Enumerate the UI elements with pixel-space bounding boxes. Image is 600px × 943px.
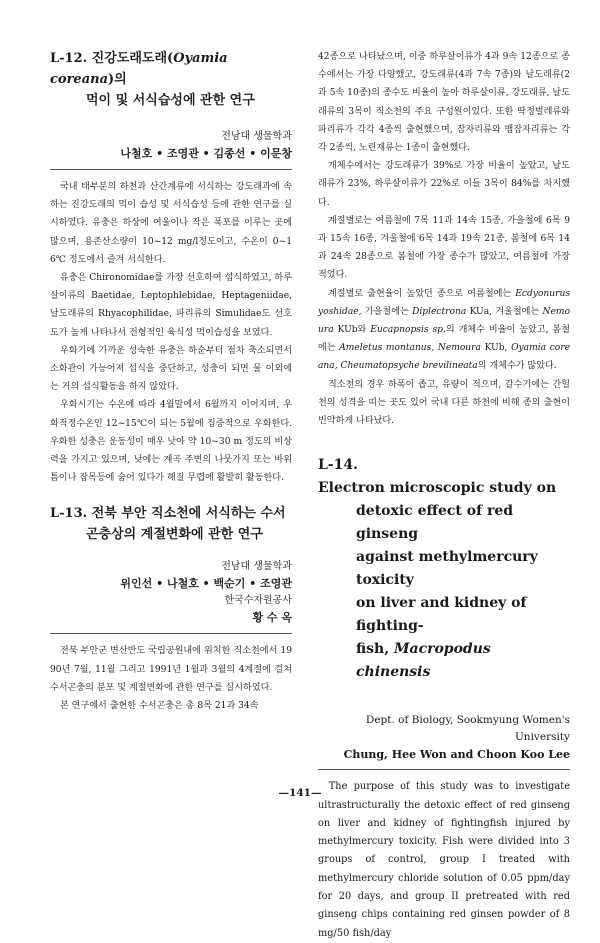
l14-affiliation: Dept. of Biology, Sookmyung Women's University	[365, 714, 570, 744]
l13-continued-paragraph-4	[318, 285, 570, 376]
l13-divider	[50, 633, 292, 634]
l12-title-sci: Oyamia coreana	[50, 51, 228, 87]
l13-number: L-13.	[50, 506, 88, 522]
l13-title-line1: 전북 부안 직소천에 서식하는 수서	[91, 506, 286, 522]
l14-paragraph-1: The purpose of this study was to investigate ultrastructurally the detoxic effect of red ginseng on liver and kidney of fightingfish injured by methylmercury toxicity. Fish were divided into 3 groups of control, group I treated with methylmercury chloride solution of 0.05 ppm/day for 20 days, and group II pretreated with red ginseng chips containing red ginsen powder of 8 mg/50 fish/day	[318, 781, 570, 939]
p4-text-a: 계절별로 출현율이 높았던 종으로 여름철에는	[328, 288, 516, 299]
p4-text-b: 가을철에는	[361, 306, 413, 317]
l13-continued-paragraph-5: 직소천의 경우 하폭이 좁고, 유량이 적으며, 갈수기에는 간헐천의 성격을 띠는 곳도 있어 국내 다른 하천에 비해 종의 출현이 빈약하게 나타났다.	[318, 379, 570, 427]
l14-number: L-14.	[318, 457, 359, 474]
p4-sci-5: Ameletus montanus, Nemoura	[339, 343, 481, 354]
l14-title-line5	[318, 638, 570, 684]
p4-sci-4: Eucapnopsis sp.	[370, 325, 446, 336]
l12-affiliation: 전남대 생물학과	[221, 131, 292, 142]
l12-title-part1: 진강도래도래(	[91, 51, 174, 66]
l12-number: L-12.	[50, 51, 88, 66]
l14-title-sci: Macropodus chinensis	[356, 641, 491, 681]
l14-title-line5-a: fish,	[356, 641, 394, 658]
p4-text-c: KUa, 겨울철에는	[466, 306, 543, 317]
l14-title-line3: against methylmercury toxicity	[356, 549, 538, 589]
l14-title-line4: on liver and kidney of fighting-	[356, 595, 527, 635]
p4-text-e: 의 개체수 비율이 높았고, 봄철에는	[318, 325, 570, 354]
l13-paragraph-1: 전북 부안군 변산반도 국립공원내에 위치한 직소천에서 1990년 7월, 11월 그리고 1991년 1월과 3월의 4계절에 걸쳐 수서곤충의 분포 및 계절변화에 관한 연구를 실시하였다.	[50, 646, 292, 693]
l13-affiliation-1: 전남대 생물학과	[221, 561, 292, 573]
p4-text-d: KUb와	[333, 325, 371, 336]
l13-continued-paragraph-3: 계절별로는 여름철에 7목 11과 14속 15종, 가을철에 6목 9과 15속 16종, 겨울철에 6목 14과 19속 21종, 봄철에 6목 14과 24속 28종으로 봄철에 가장 종수가 많았고, 여름철에 가장 적었다.	[318, 215, 570, 281]
left-column	[50, 48, 292, 715]
l13-continued-paragraph-1: 42종으로 나타났으며, 이중 하루살이류가 4과 9속 12종으로 종수에서는 가장 다양했고, 강도래류(4과 7속 7종)와 날도래류(2과 5속 10종)의 종수도 비율이 높아 하루살이류, 강도래류, 날도래류의 3목이 직소천의 주요 구성원이었다. 또한 딱정벌레류와 파리류가 각각 4종씩 출현했으며, 잠자리류와 뱀잠자리류는 각각 2종씩, 노린재류는 1종이 출현했다.	[318, 52, 570, 154]
l12-paragraph-1: 국내 태부분의 하천과 산간계류에 서식하는 강도래과에 속하는 진강도래의 먹이 습성 및 서식습성 등에 관한 연구를 실시하였다. 유충은 하상에 여울이나 작은 폭포를 이루는 곳에 많으며, 용존산소량이 10~12 mg/l정도이고, 수온이 0~16℃ 정도에서 즐겨 서식한다.	[50, 182, 292, 265]
l12-authors: 나철호 • 조영관 • 김종선 • 이문창	[120, 147, 292, 160]
l13-paragraph-2: 본 연구에서 출현한 수서곤충은 총 8목 21과 34속	[60, 701, 259, 712]
l14-title-line2: detoxic effect of red ginseng	[356, 503, 514, 543]
l13-continued-paragraph-2: 개체수에서는 강도래류가 39%로 가장 비율이 높았고, 날도래류가 23%, 하루살이류가 22%로 이들 3목이 84%를 차지했다.	[318, 161, 570, 208]
l12-paragraph-4: 우화시기는 수온에 따라 4월말에서 6월까지 이어지며, 우화적정수온인 12~15℃이 되는 5월에 집중적으로 우화한다. 우화한 성충은 운동성이 매우 낮아 약 10~30 m 정도의 비상력을 가지고 있으며, 낮에는 계곡 주변의 나뭇가지 또는 바위틈이나 잡목등에 숨어 있다가 해질 무렵에 활발히 활동한다.	[50, 400, 292, 484]
p4-sci-1: Ecdyonurus yoshidae,	[318, 288, 570, 317]
l13-affiliation-2: 한국수자원공사	[224, 595, 292, 607]
page-number: —141—	[278, 787, 322, 799]
p4-sci-2: Diplectrona	[412, 306, 467, 317]
l13-title-line2: 곤충상의 계절변화에 관한 연구	[86, 527, 263, 543]
l12-paragraph-3: 우화기에 가까운 성숙한 유충은 하순부터 점차 축소되면서 소화관이 가능어져 섭식을 중단하고, 성충이 되면 물 이외에는 거의 섭식활동을 하지 않았다.	[50, 345, 292, 393]
p4-sci-3: Nemoura	[318, 306, 570, 336]
p4-sci-6: Oyamia coreana, Cheumatopsyche brevilineata	[318, 343, 570, 372]
l12-title-part2: )의	[108, 72, 127, 87]
l14-divider	[318, 769, 570, 770]
l12-divider	[50, 169, 292, 170]
p4-text-f: KUb,	[480, 343, 512, 354]
right-column	[318, 48, 570, 943]
p4-text-g: 의 개체수가 많았다.	[477, 361, 557, 372]
l12-paragraph-2: 유충은 Chironomidae를 가장 선호하여 섭식하였고, 하루살이류의 Baetidae, Leptophlebidae, Heptageniidae, 날도래류의 Rhyacophilidae, 파리류의 Simulidae도 선호도가 높게 나타나서 전형적인 육식성 먹이습성을 보였다.	[50, 273, 292, 338]
l14-authors: Chung, Hee Won and Choon Koo Lee	[343, 748, 570, 762]
l14-title-line1	[318, 454, 570, 500]
l13-title	[50, 503, 292, 545]
l14-title	[318, 454, 570, 684]
l12-title-line2: 먹이 및 서식습성에 관한 연구	[86, 93, 255, 108]
l13-authors-1: 위인선 • 나철호 • 백순기 • 조영관	[120, 577, 292, 591]
l14-title-line1-text: Electron microscopic study on	[318, 480, 557, 497]
l12-title	[50, 48, 292, 111]
l13-authors-2: 황 수 옥	[252, 611, 292, 625]
